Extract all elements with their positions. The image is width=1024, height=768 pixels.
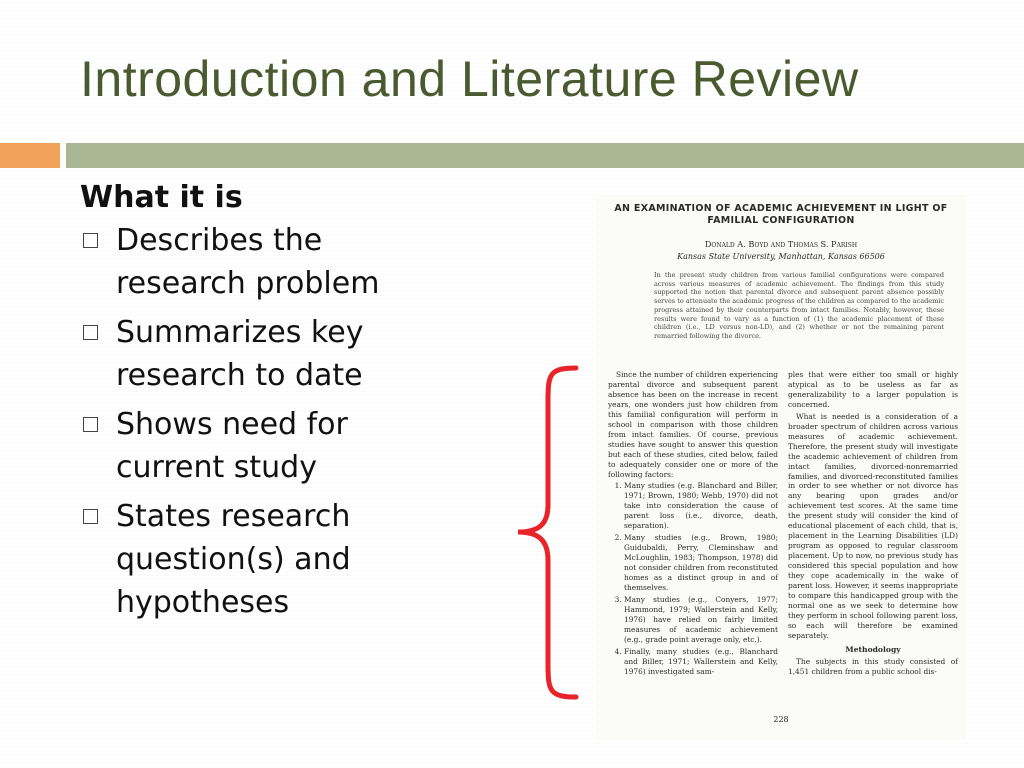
paper-paragraph: What is needed is a consideration of a broader spectrum of children across various measures of academic achievement. Therefore, the present study will investigate the academic achievement of children from intact families, divorced-nonremarried families, and divorced-reconstituted families in order to see whether or not divorce has any bearing upon grades and/or achievement test scores. At the same time the present study will consider the kind of educational placement of each child, that is, placement in the Learning Disabilities (LD) program as opposed to regular classroom placement. Up to now, no previous study has considered this special population and how they cope academically in the wake of parent loss. However, it seems inappropriate to compare this handicapped group with the normal one as we seek to determine how they perform in school following parent loss, so each will therefore be examined separately. <box>788 411 958 640</box>
square-bullet-icon <box>83 509 98 524</box>
square-bullet-icon <box>83 325 98 340</box>
paper-column-left <box>608 370 778 679</box>
bullet-item <box>80 219 440 305</box>
paper-list-item: 3. Many studies (e.g., Conyers, 1977; Hammond, 1979; Wallerstein and Kelly, 1976) have relied on fairly limited measures of academic achievement (e.g., grade point average only, etc.). <box>624 595 778 645</box>
bullet-item <box>80 403 440 489</box>
bullet-content <box>80 180 440 630</box>
paper-section-heading: Methodology <box>845 644 901 654</box>
bullet-text: Summarizes key research to date <box>116 315 364 393</box>
paper-list-item: 1. Many studies (e.g. Blanchard and Biller, 1971; Brown, 1980; Webb, 1970) did not take into consideration the cause of parent loss (i.e., divorce, death, separation). <box>624 481 778 531</box>
paper-paragraph: ples that were either too small or highly atypical as to be useless as far as generalizability to a larger population is concerned. <box>788 370 958 409</box>
bullet-item <box>80 495 440 624</box>
paper-factor-list <box>608 481 778 676</box>
square-bullet-icon <box>83 233 98 248</box>
paper-columns <box>608 370 958 679</box>
paper-list-item: 4. Finally, many studies (e.g., Blanchard and Biller, 1971; Wallerstein and Kelly, 1976) investigated sam- <box>624 647 778 677</box>
paper-list-item: 2. Many studies (e.g., Brown, 1980; Guidubaldi, Perry, Cleminshaw and McLoughlin, 1983; Thompson, 1978) did not consider children from reconstituted homes as a distinct group in and of themselves. <box>624 533 778 593</box>
page-number: 228 <box>773 715 789 724</box>
square-bullet-icon <box>83 417 98 432</box>
bullet-list <box>80 219 440 624</box>
paper-paragraph: The subjects in this study consisted of 1,451 children from a public school dis- <box>788 656 958 676</box>
section-heading: What it is <box>80 180 243 215</box>
slide-title: Introduction and Literature Review <box>80 51 859 107</box>
paper-abstract: In the present study children from various familial configurations were compared across various measures of academic achievement. The findings from this study supported the notion that parental divorce and subsequent parent absence possibly serves to attenuate the academic progress of the children as compared to the academic progress attained by their counterparts from intact families. Notably, however, these results were found to vary as a function of (1) the academic placement of these children (i.e., LD versus non-LD), and (2) whether or not the remaining parent remarried following the divorce. <box>654 271 944 340</box>
bullet-text: Describes the research problem <box>116 223 380 301</box>
accent-bar-green <box>66 143 1024 168</box>
bullet-text: Shows need for current study <box>116 407 348 485</box>
paper-excerpt <box>596 195 966 740</box>
curly-brace-icon <box>488 360 588 705</box>
paper-affiliation: Kansas State University, Manhattan, Kansas 66506 <box>677 252 885 261</box>
bullet-text: States research question(s) and hypotheses <box>116 499 351 620</box>
paper-authors: Donald A. Boyd and Thomas S. Parish <box>704 239 858 249</box>
paper-title: AN EXAMINATION OF ACADEMIC ACHIEVEMENT IN LIGHT OF FAMILIAL CONFIGURATION <box>614 203 948 226</box>
paper-column-right <box>788 370 958 679</box>
accent-bar-orange <box>0 143 60 168</box>
paper-paragraph: Since the number of children experiencing parental divorce and subsequent parent absence has been on the increase in recent years, one wonders just how children from this familial configuration will perform in school in comparison with those children from intact families. Of course, previous studies have sought to answer this question but each of these studies, cited below, failed to adequately consider one or more of the following factors: <box>608 370 778 479</box>
bullet-item <box>80 311 440 397</box>
